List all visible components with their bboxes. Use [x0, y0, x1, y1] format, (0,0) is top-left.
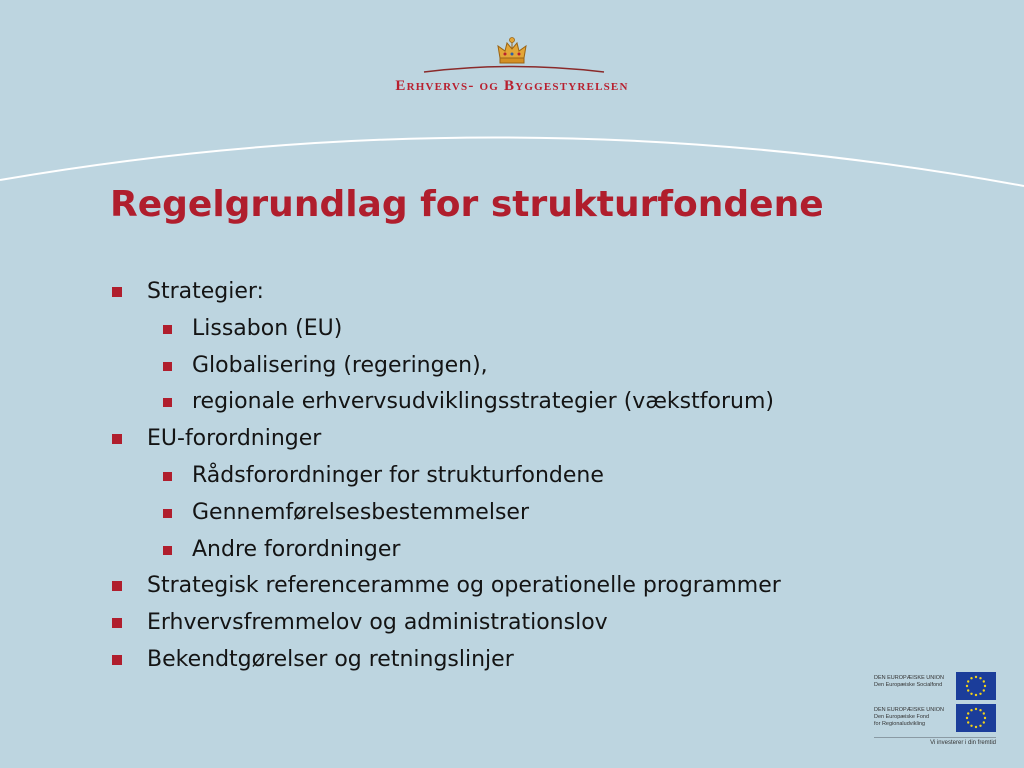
list-item — [110, 387, 970, 424]
list-item-text: Strategier: — [147, 279, 264, 304]
header-arc — [0, 0, 1024, 200]
eu-fund-name: Den Europæiske Socialfond — [874, 682, 943, 688]
list-item — [110, 645, 970, 682]
bullet-square-icon — [163, 472, 172, 481]
eu-fund-name: Den Europæiske Fond — [874, 714, 930, 720]
bullet-list — [110, 277, 970, 682]
eu-union-label: DEN EUROPÆISKE UNION — [874, 675, 944, 681]
eu-funding-logo — [870, 668, 1020, 764]
bullet-square-icon — [163, 362, 172, 371]
eu-flag-icon — [956, 704, 996, 732]
bullet-square-icon — [112, 618, 122, 628]
eu-regional-fund — [870, 704, 1020, 732]
list-item-text: Globalisering (regeringen), — [192, 352, 488, 378]
list-item — [110, 314, 970, 351]
bullet-square-icon — [163, 509, 172, 518]
list-item — [110, 535, 970, 572]
crown-icon — [494, 36, 530, 70]
bullet-square-icon — [112, 655, 122, 665]
bullet-square-icon — [163, 546, 172, 555]
list-item — [110, 351, 970, 388]
list-item-text: Gennemførelsesbestemmelser — [192, 499, 529, 525]
eu-flag-icon — [956, 672, 996, 700]
eu-social-fund-text — [874, 675, 954, 689]
bullet-square-icon — [163, 325, 172, 334]
list-item-text: EU-forordninger — [147, 426, 322, 452]
slide-title: Regelgrundlag for strukturfondene — [110, 184, 824, 225]
eu-social-fund — [870, 672, 1020, 700]
list-item — [110, 277, 970, 314]
eu-regional-fund-text — [874, 707, 954, 728]
list-item-text: Lissabon (EU) — [192, 315, 343, 341]
bullet-square-icon — [112, 287, 122, 297]
divider — [874, 737, 996, 738]
list-item-text: Erhvervsfremmelov og administrationslov — [147, 610, 608, 636]
list-item — [110, 571, 970, 608]
bullet-square-icon — [163, 398, 172, 407]
agency-name: Erhvervs- og Byggestyrelsen — [395, 78, 629, 94]
list-item-text: Andre forordninger — [192, 536, 401, 562]
list-item-text: Strategisk referenceramme og operationelle programmer — [147, 573, 781, 599]
list-item — [110, 461, 970, 498]
list-item-text: Rådsforordninger for strukturfondene — [192, 462, 604, 488]
eu-union-label: DEN EUROPÆISKE UNION — [874, 707, 944, 713]
bullet-square-icon — [112, 581, 122, 591]
list-item-text: Bekendtgørelser og retningslinjer — [147, 646, 514, 672]
list-item-text: regionale erhvervsudviklingsstrategier (vækstforum) — [192, 389, 774, 415]
eu-slogan: Vi investerer i din fremtid — [930, 740, 996, 746]
bullet-square-icon — [112, 434, 122, 444]
list-item — [110, 424, 970, 461]
list-item — [110, 608, 970, 645]
eu-fund-name-cont: for Regionaludvikling — [874, 721, 926, 727]
list-item — [110, 498, 970, 535]
